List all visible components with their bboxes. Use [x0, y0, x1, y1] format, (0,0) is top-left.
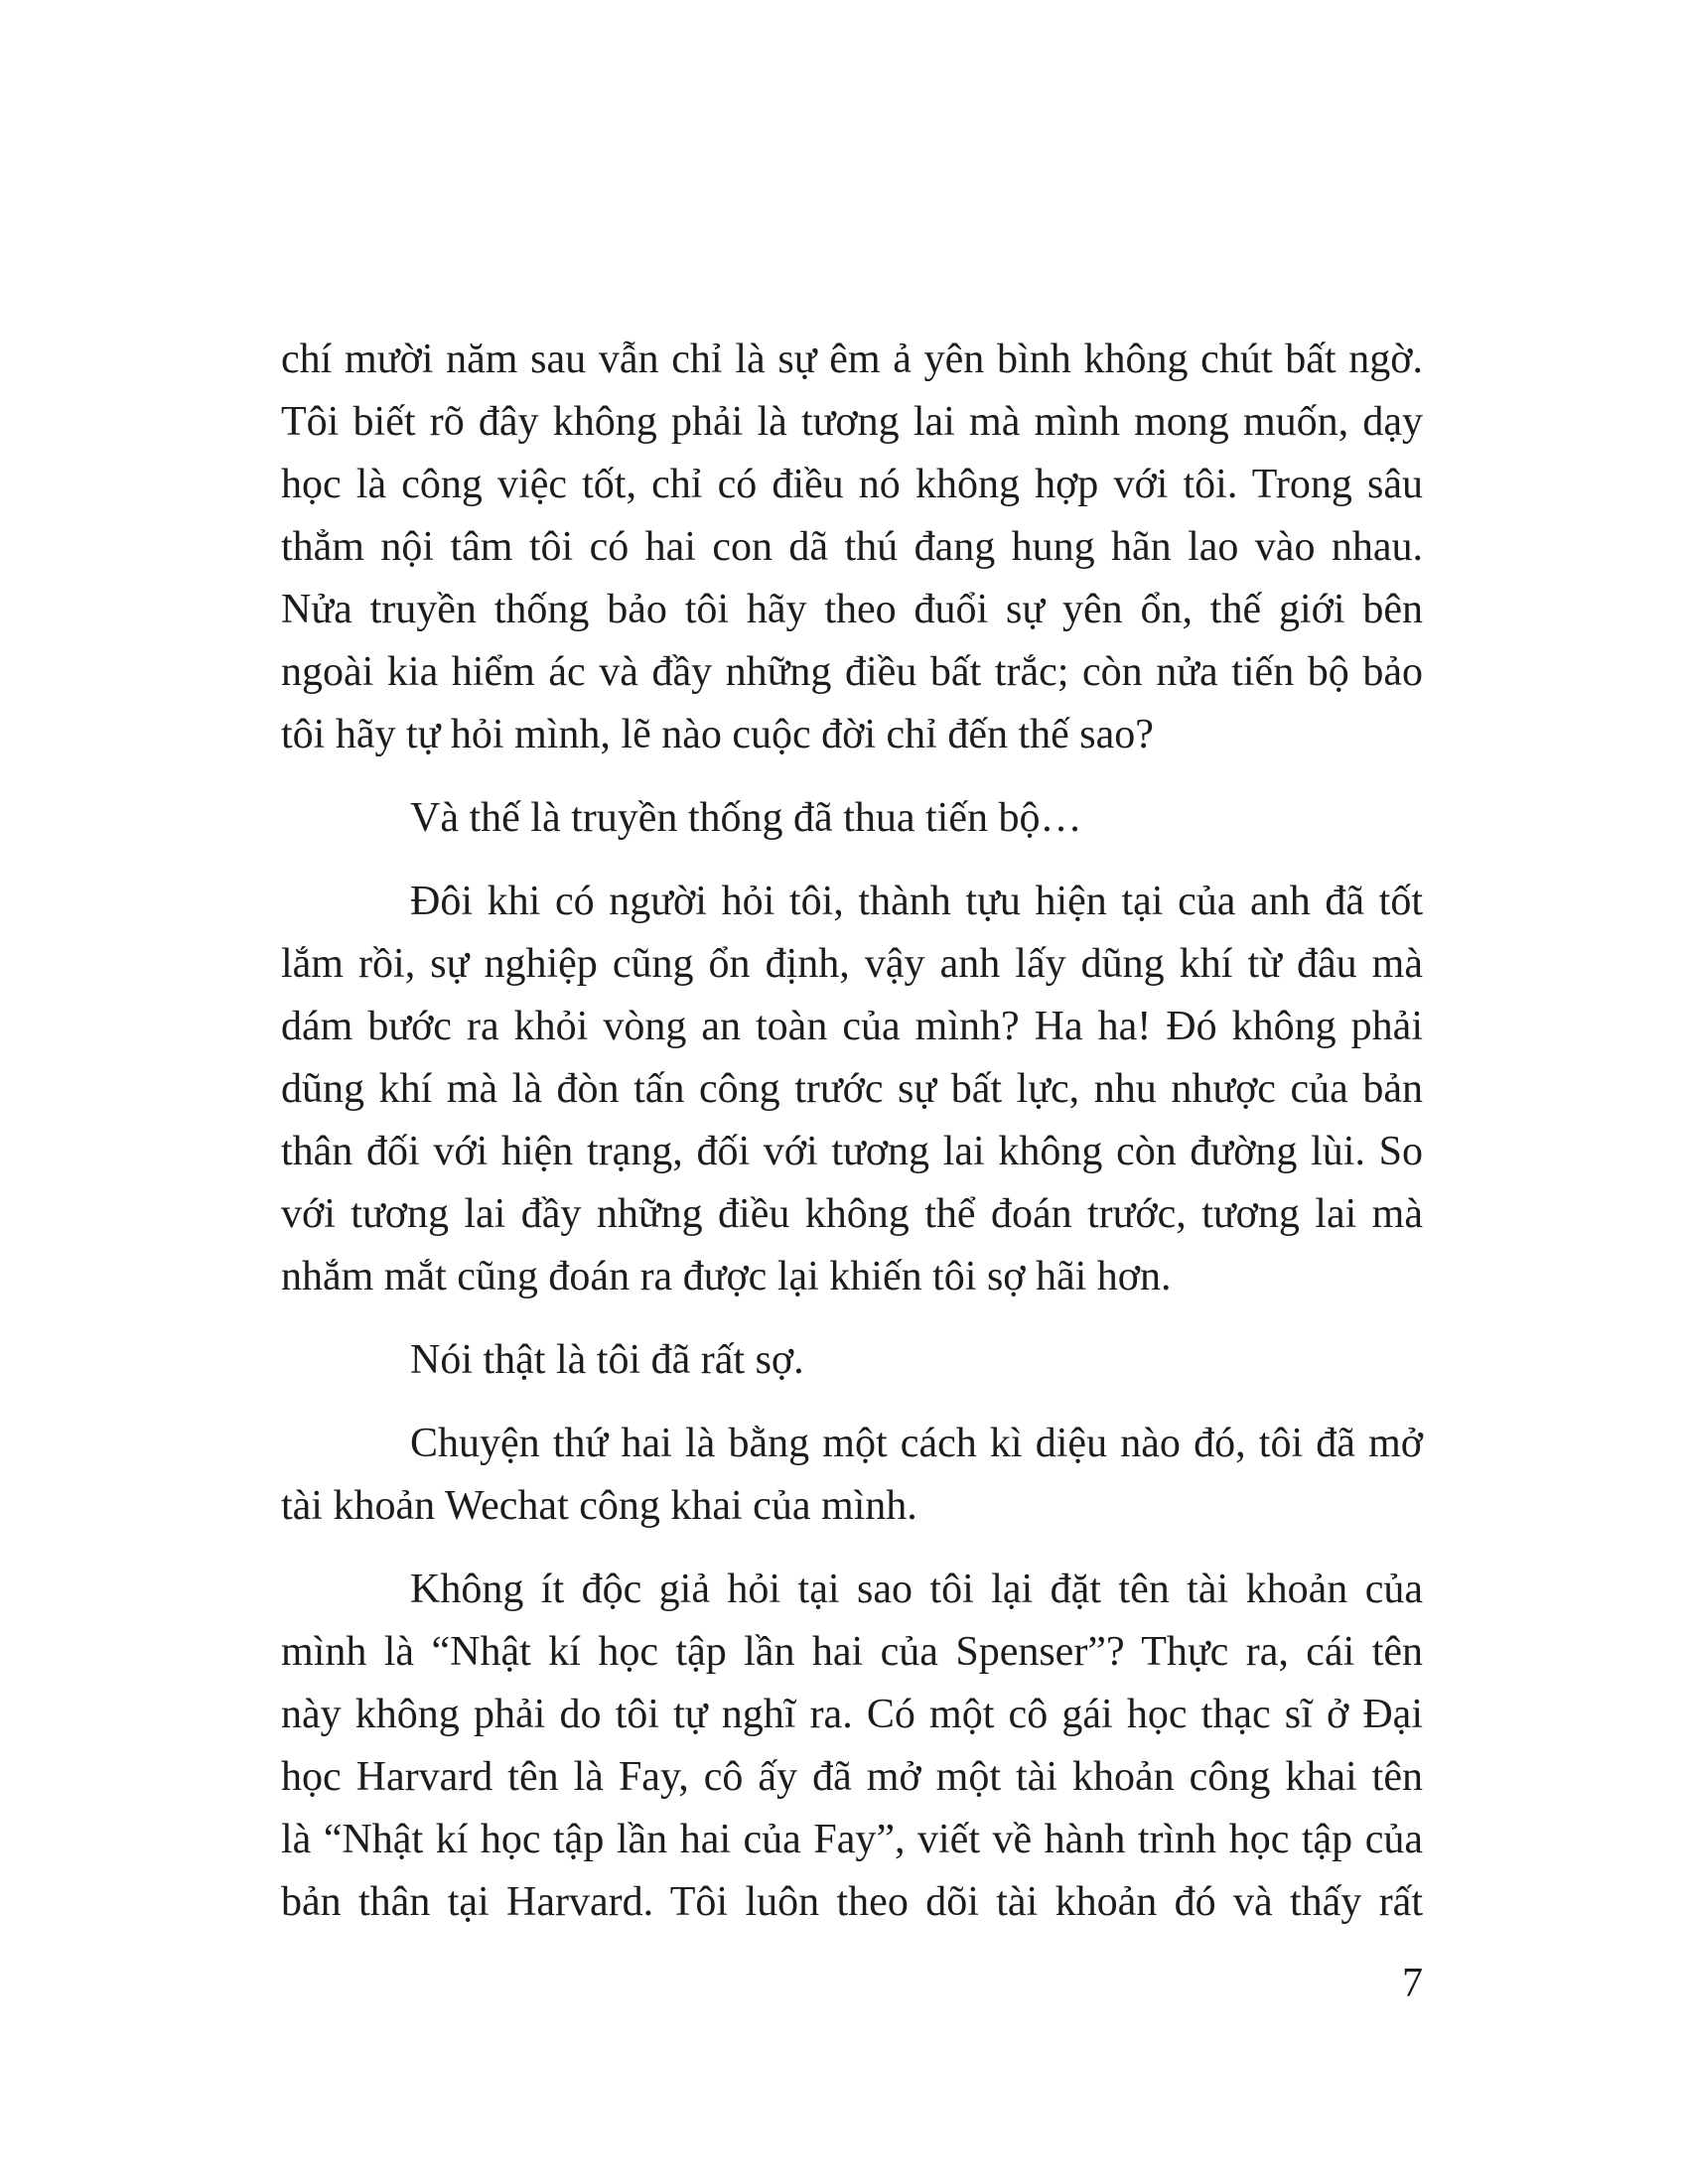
text-line: Nói thật là tôi đã rất sợ.	[410, 1337, 804, 1383]
text-line: nhắm mắt cũng đoán ra được lại khiến tôi sợ hãi hơn.	[281, 1254, 1172, 1299]
text-line: Không ít độc giả hỏi tại sao tôi lại đặt tên tài khoản của	[410, 1567, 1423, 1612]
text-line: thân đối với hiện trạng, đối với tương lai không còn đường lùi. So	[281, 1129, 1423, 1174]
text-line: Chuyện thứ hai là bằng một cách kì diệu nào đó, tôi đã mở	[410, 1421, 1423, 1466]
text-line: chí mười năm sau vẫn chỉ là sự êm ả yên bình không chút bất ngờ.	[281, 337, 1423, 382]
paragraph	[281, 1559, 1423, 1934]
text-line: này không phải do tôi tự nghĩ ra. Có một cô gái học thạc sĩ ở Đại	[281, 1692, 1423, 1737]
text-line: Đôi khi có người hỏi tôi, thành tựu hiện tại của anh đã tốt	[410, 879, 1423, 924]
text-line: với tương lai đầy những điều không thể đoán trước, tương lai mà	[281, 1191, 1423, 1237]
text-line: thẳm nội tâm tôi có hai con dã thú đang hung hãn lao vào nhau.	[281, 524, 1423, 570]
paragraph	[281, 1329, 1423, 1392]
paragraph	[281, 871, 1423, 1308]
text-line: Và thế là truyền thống đã thua tiến bộ…	[410, 795, 1082, 841]
paragraph	[281, 329, 1423, 766]
text-line: Tôi biết rõ đây không phải là tương lai mà mình mong muốn, dạy	[281, 399, 1423, 445]
text-line: học là công việc tốt, chỉ có điều nó không hợp với tôi. Trong sâu	[281, 462, 1423, 507]
text-line: Nửa truyền thống bảo tôi hãy theo đuổi sự yên ổn, thế giới bên	[281, 587, 1423, 632]
text-line: dũng khí mà là đòn tấn công trước sự bất lực, nhu nhược của bản	[281, 1066, 1423, 1112]
text-line: dám bước ra khỏi vòng an toàn của mình? Ha ha! Đó không phải	[281, 1004, 1423, 1049]
text-line: là “Nhật kí học tập lần hai của Fay”, viết về hành trình học tập của	[281, 1817, 1423, 1862]
text-line: ngoài kia hiểm ác và đầy những điều bất trắc; còn nửa tiến bộ bảo	[281, 649, 1423, 695]
text-line: tôi hãy tự hỏi mình, lẽ nào cuộc đời chỉ đến thế sao?	[281, 712, 1154, 757]
text-line: bản thân tại Harvard. Tôi luôn theo dõi tài khoản đó và thấy rất	[281, 1879, 1423, 1925]
text-line: lắm rồi, sự nghiệp cũng ổn định, vậy anh lấy dũng khí từ đâu mà	[281, 941, 1423, 987]
page-number: 7	[1402, 1961, 1423, 2006]
paragraph	[281, 1413, 1423, 1538]
text-line: mình là “Nhật kí học tập lần hai của Spenser”? Thực ra, cái tên	[281, 1629, 1423, 1675]
paragraph	[281, 787, 1423, 850]
page-text	[281, 329, 1423, 1934]
text-line: tài khoản Wechat công khai của mình.	[281, 1483, 917, 1529]
text-line: học Harvard tên là Fay, cô ấy đã mở một tài khoản công khai tên	[281, 1754, 1423, 1800]
